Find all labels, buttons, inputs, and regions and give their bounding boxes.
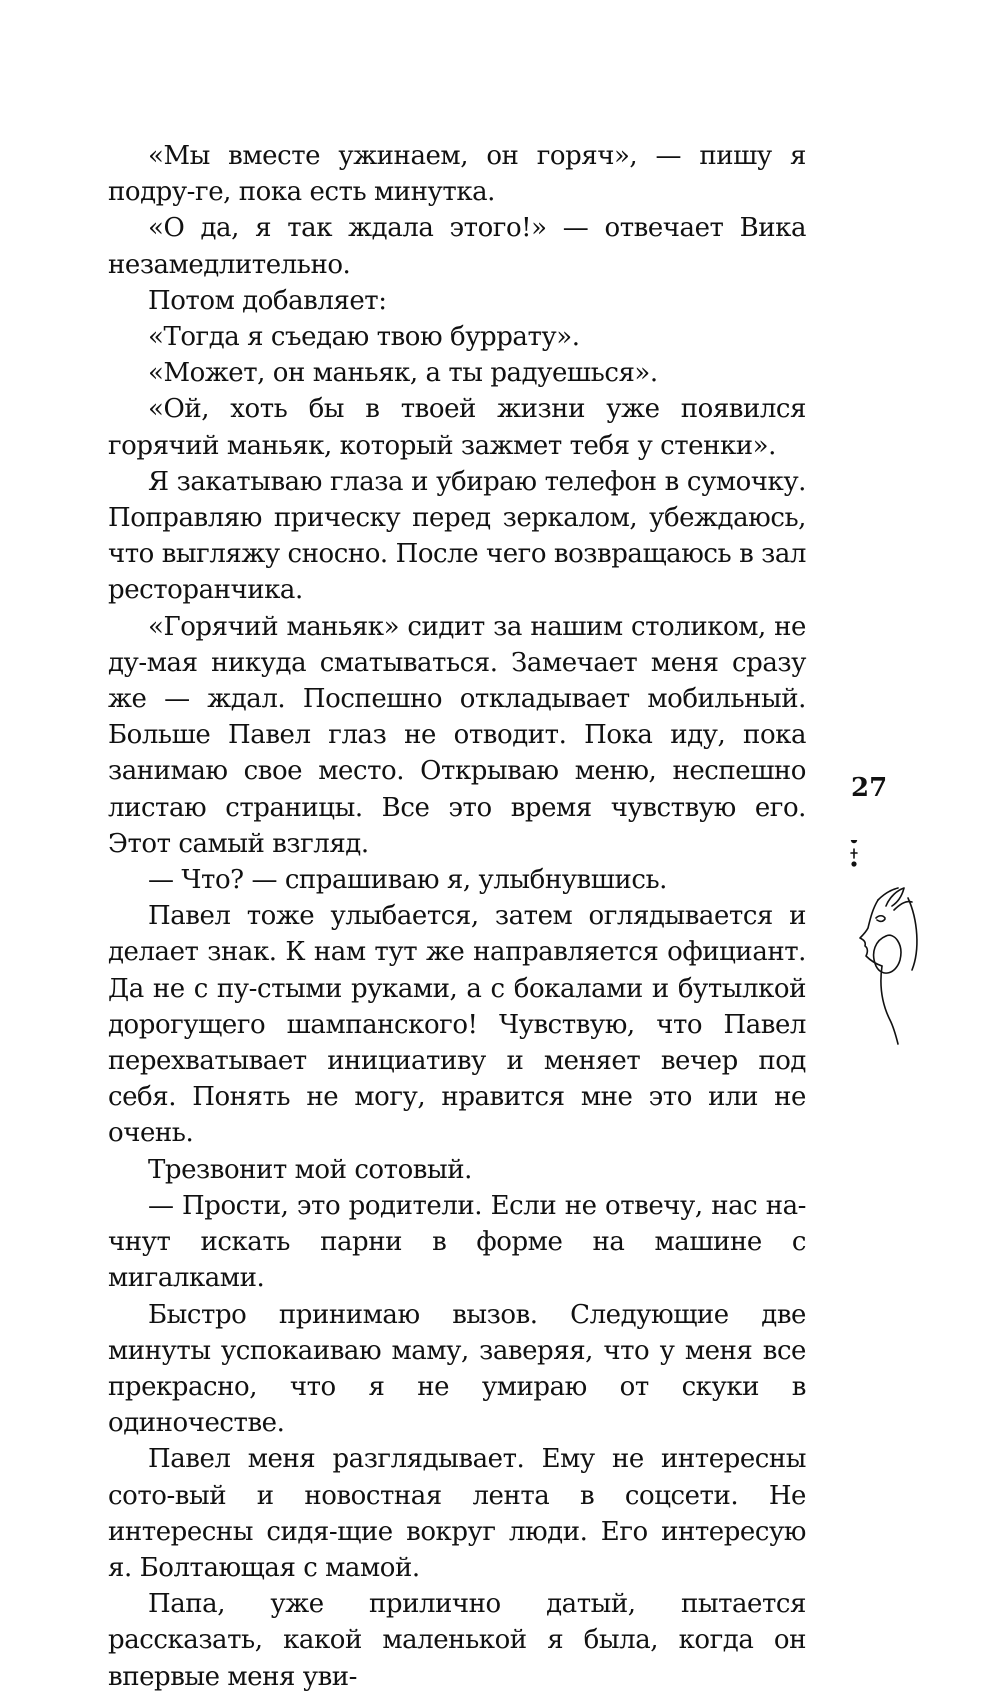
page-number: 27 [851,773,888,803]
paragraph: Я закатываю глаза и убираю телефон в сумочку. Поправляю прическу перед зеркалом, убеждаюсь, что выгляжу сносно. После чего возвращаюсь в зал ресторанчика. [108,466,806,606]
paragraph: Быстро принимаю вызов. Следующие две минуты успокаиваю маму, заверяя, что у меня все прекрасно, что я не умираю от скуки в одиночестве. [108,1299,806,1439]
paragraph: «Ой, хоть бы в твоей жизни уже появился горячий маньяк, который зажмет тебя у стенки». [108,394,806,461]
paragraph: — Прости, это родители. Если не отвечу, нас на-чнут искать парни в форме на машине с мигалками. [108,1190,806,1294]
paragraph: «Мы вместе ужинаем, он горяч», — пишу я подру-ге, пока есть минутка. [108,141,806,208]
paragraph: Павел меня разглядывает. Ему не интересны сото-вый и новостная лента в соцсети. Не интересны сидя-щие вокруг люди. Его интересую я. Болтающая с мамой. [108,1444,806,1583]
paragraph: Трезвонит мой сотовый. [148,1154,472,1185]
paragraph: «Тогда я съедаю твою буррату». [148,322,580,353]
body-text [108,138,806,1695]
paragraph: «Может, он маньяк, а ты радуешься». [148,358,658,389]
paragraph: Папа, уже прилично датый, пытается рассказать, какой маленькой я была, когда он впервые меня уви- [108,1589,806,1692]
paragraph: «Горячий маньяк» сидит за нашим столиком, не ду-мая никуда сматываться. Замечает меня сразу же — ждал. Поспешно откладывает мобильный. Больше Павел глаз не отводит. Пока иду, пока занимаю свое место. Открываю меню, неспешно листаю страницы. Все это время чувствую его. Этот самый взгляд. [108,611,806,859]
paragraph: «О да, я так ждала этого!» — отвечает Вика незамедлительно. [108,213,806,280]
paragraph: Павел тоже улыбается, затем оглядывается и делает знак. К нам тут же направляется официант. Да не с пу-стыми руками, а с бокалами и бутылкой дорогущего шампанского! Чувствую, что Павел перехватывает инициативу и меняет вечер под себя. Понять не могу, нравится мне это или не очень. [108,901,806,1149]
paragraph: — Что? — спрашиваю я, улыбнувшись. [148,865,667,896]
face-profile-line-drawing-icon [846,840,926,1060]
paragraph: Потом добавляет: [148,285,387,316]
